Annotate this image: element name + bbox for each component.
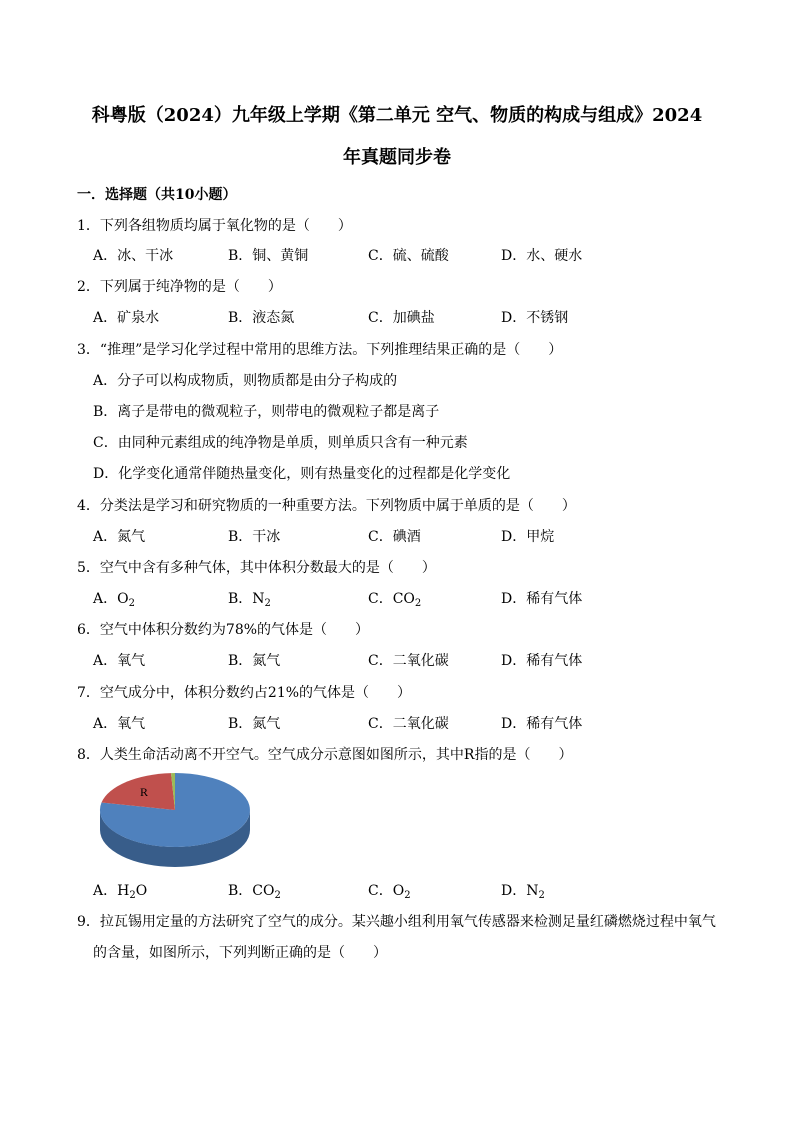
air-composition-pie-figure — [95, 770, 255, 870]
option-a: A．$O_2$ — [93, 591, 135, 609]
option-a: A．冰、干冰 — [93, 248, 174, 264]
option-d: D．甲烷 — [501, 529, 555, 545]
option-a: A．矿泉水 — [93, 310, 160, 326]
option-d: D．$N_2$ — [501, 883, 545, 901]
option-a: A．$H_2O$ — [93, 883, 148, 901]
question-3-option-a: A．分子可以构成物质，则物质都是由分子构成的 — [93, 373, 398, 389]
option-a: A．氧气 — [93, 716, 146, 732]
option-b: B．干冰 — [228, 529, 281, 545]
option-c: C．加碘盐 — [368, 310, 435, 326]
option-b: B．液态氮 — [228, 310, 295, 326]
option-c: C．$O_2$ — [368, 883, 411, 901]
question-2-stem: 2．下列属于纯净物的是（ ） — [77, 279, 282, 295]
page-title-line2: 年真题同步卷 — [343, 147, 451, 168]
question-3-option-b: B．离子是带电的微观粒子，则带电的微观粒子都是离子 — [93, 404, 440, 420]
option-d: D．稀有气体 — [501, 653, 583, 669]
option-d: D．稀有气体 — [501, 716, 583, 732]
option-b: B．$N_2$ — [228, 591, 271, 609]
question-6-stem: 6．空气中体积分数约为78%的气体是（ ） — [77, 622, 370, 638]
question-9-stem: 9．拉瓦锡用定量的方法研究了空气的成分。某兴趣小组利用氧气传感器来检测足量红磷燃烧过程中氧气 — [77, 914, 716, 930]
option-b: B．$CO_2$ — [228, 883, 281, 901]
option-d: D．稀有气体 — [501, 591, 583, 607]
question-9-stem-continued: 的含量，如图所示，下列判断正确的是（ ） — [93, 945, 387, 961]
option-c: C．硫、硫酸 — [368, 248, 449, 264]
option-d: D．水、硬水 — [501, 248, 583, 264]
option-b: B．氮气 — [228, 653, 281, 669]
question-8-stem: 8．人类生命活动离不开空气。空气成分示意图如图所示，其中R指的是（ ） — [77, 747, 573, 763]
question-5-stem: 5．空气中含有多种气体，其中体积分数最大的是（ ） — [77, 560, 436, 576]
option-a: A．氧气 — [93, 653, 146, 669]
page-title-line1: 科粤版（2024）九年级上学期《第二单元 空气、物质的构成与组成》2024 — [91, 105, 703, 126]
option-c: C．二氧化碳 — [368, 716, 449, 732]
section-heading: 一．选择题（共10小题） — [77, 187, 237, 203]
question-4-stem: 4．分类法是学习和研究物质的一种重要方法。下列物质中属于单质的是（ ） — [77, 498, 576, 514]
question-1-stem: 1．下列各组物质均属于氧化物的是（ ） — [77, 218, 352, 234]
question-3-option-c: C．由同种元素组成的纯净物是单质，则单质只含有一种元素 — [93, 435, 468, 451]
pie-label-r: R — [140, 785, 149, 799]
option-b: B．氮气 — [228, 716, 281, 732]
question-3-option-d: D．化学变化通常伴随热量变化，则有热量变化的过程都是化学变化 — [93, 466, 511, 482]
option-c: C．二氧化碳 — [368, 653, 449, 669]
option-a: A．氮气 — [93, 529, 146, 545]
option-b: B．铜、黄铜 — [228, 248, 309, 264]
option-c: C．$CO_2$ — [368, 591, 422, 609]
option-d: D．不锈钢 — [501, 310, 569, 326]
option-c: C．碘酒 — [368, 529, 421, 545]
question-3-stem: 3．“推理”是学习化学过程中常用的思维方法。下列推理结果正确的是（ ） — [77, 342, 563, 358]
question-7-stem: 7．空气成分中，体积分数约占21%的气体是（ ） — [77, 685, 412, 701]
